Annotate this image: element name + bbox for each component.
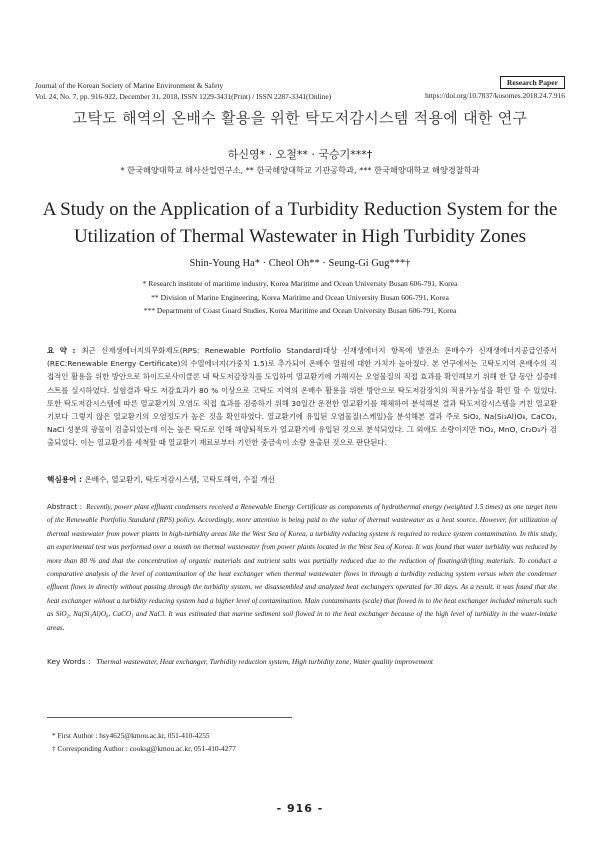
english-abstract xyxy=(47,500,557,635)
english-abstract-label: Abstract : xyxy=(47,502,83,511)
paper-type-badge: Research Paper xyxy=(500,76,565,89)
footnote-first-author: * First Author : hsy4625@kmou.ac.kr, 051-410-4255 xyxy=(52,731,210,740)
english-title-line-1: A Study on the Application of a Turbidity Reduction System for the xyxy=(42,199,558,220)
page-number: - 916 - xyxy=(276,802,324,815)
korean-affiliations: * 한국해양대학교 해사산업연구소, ** 한국해양대학교 기관공학과, *** 한국해양대학교 해양경찰학과 xyxy=(120,165,480,175)
doi-link[interactable]: https://doi.org/10.7837/kosomes.2018.24.7.916 xyxy=(425,91,565,100)
english-title xyxy=(0,196,600,250)
english-authors: Shin-Young Ha* · Cheol Oh** · Seung-Gi Gug***† xyxy=(189,258,411,269)
english-keywords-label: Key Words : xyxy=(47,657,91,666)
english-keywords xyxy=(47,657,433,666)
english-title-line-2: Utilization of Thermal Wastewater in High Turbidity Zones xyxy=(73,226,527,247)
korean-keywords-label: 핵심용어 : xyxy=(47,475,83,484)
korean-abstract xyxy=(47,344,557,450)
journal-header xyxy=(35,80,331,102)
english-keywords-text: Thermal wastewater, Heat exchanger, Turbidity reduction system, High turbidity zone, Water quality improvement xyxy=(96,657,433,666)
korean-keywords-text: 온배수, 열교환기, 탁도저감시스템, 고탁도해역, 수질 개선 xyxy=(84,475,275,484)
journal-volume: Vol. 24, No. 7, pp. 916-922, December 31, 2018, ISSN 1229-3431(Print) / ISSN 2287-3341(Online) xyxy=(35,92,332,101)
affiliation-1: * Research institute of maritime industry, Korea Maritime and Ocean University Busan 606-791, Korea xyxy=(142,279,458,288)
journal-name: Journal of the Korean Society of Marine Environment & Safety xyxy=(35,81,224,90)
footnote-divider xyxy=(47,717,292,718)
affiliation-2: ** Division of Marine Engineering, Korea Maritime and Ocean University Busan 606-791, Korea xyxy=(151,292,449,302)
english-abstract-text: Recently, power plant effluent condensers received a Renewable Energy Certificate as components of hydrothermal energy (weighted 1.5 times) as one target item of the Renewable Portfolio Standard (RPS) policy. Accordingly, more attention is being paid to the value of thermal wastewater as a heat source. However, for utilization of thermal wastewater from power plants in high-turbidity areas like the West Sea of Korea, a turbidity reducing system is required to reduce system contamination. In this study, an experimental test was performed over a month on thermal wastewater from power plants located in the West Sea of Korea. It was found that water turbidity was reduced by more than 80 % and that the concentration of organic materials and nutrient salts was partially reduced due to the reduction of floating/drifting materials. To conduct a comparative analysis of the level of contamination of the heat exchanger when thermal wastewater flows in through a turbidity reducing system versus when the condenser effluent flows in directly without passing through the turbidity system, we disassembled and analyzed heat exchangers operated for 30 days. As a result, it was found that the heat exchanger without a turbidity reducing system had a higher level of contamination. Main contaminants (scale) that flowed in to the heat exchanger included minerals such as SiO₂, Na(Si₃Al)O₈, CaCO₃ and NaCl. It was estimated that marine sediment soil flowed in to the heat exchanger because of the high level of turbidity in the water-intake areas. xyxy=(47,503,557,632)
korean-authors: 하신영* · 오철** · 국승기***† xyxy=(227,148,373,161)
korean-abstract-label: 요 약 : xyxy=(47,346,76,355)
footnote-corresponding-author: † Corresponding Author : cooksg@kmou.ac.kr, 051-410-4277 xyxy=(52,744,236,753)
affiliation-3: *** Department of Coast Guard Studies, Korea Maritime and Ocean University Busan 606-791, Korea xyxy=(143,306,457,315)
korean-keywords xyxy=(47,474,275,485)
korean-title: 고탁도 해역의 온배수 활용을 위한 탁도저감시스템 적용에 대한 연구 xyxy=(72,109,528,127)
english-affiliations xyxy=(0,277,600,318)
korean-abstract-text: 최근 신재생에너지의무화제도(RPS: Renewable Portfolio Standard)대상 신재생에너지 항목에 발전소 온배수가 신재생에너지공급인증서(REC:Renewable Energy Certificate)의 수열에너지(가중치 1.5)로 추가되어 온배수 열원에 대한 가치가 높아졌다. 본 연구에서는 고탁도지역 온배수의 직접적인 활용을 위한 방안으로 하이드로사이클론 내 탁도저감장치를 도입하여 열교환기에 가해지는 오염물질의 직접 효과를 확인해보기 위해 한 달 동안 실증테스트를 실시하였다. 실험결과 탁도 저감효과가 80 % 이상으로 고탁도 지역의 온배수 활용을 위한 방안으로 탁도저감장치의 적용가능성을 확인 할 수 있었다. 또한 탁도저감시스템에 따른 열교환기의 오염도 직접 효과를 검증하기 위해 30일간 운전한 열교환기를 해체하여 분석해본 결과 탁도저감시스템을 거친 열교환기보다 그렇지 않은 열교환기의 오염정도가 높은 것을 확인하였다. 열교환기에 유입된 오염물질(스케일)을 분석해본 결과 주로 SiO₂, Na(Si₃Al)O₈, CaCO₃, NaCl 성분의 광물이 검출되었는데 이는 높은 탁도로 인해 해양퇴적토가 열교환기에 유입된 것으로 분석되었다. 그 외에도 소량이지만 TiO₂, MnO, Cr₂O₃가 검출되었다. 이는 열교환기를 세척할 때 열교환기 재료로부터 기인한 중금속이 소량 용출된 것으로 판단된다. xyxy=(47,346,557,448)
